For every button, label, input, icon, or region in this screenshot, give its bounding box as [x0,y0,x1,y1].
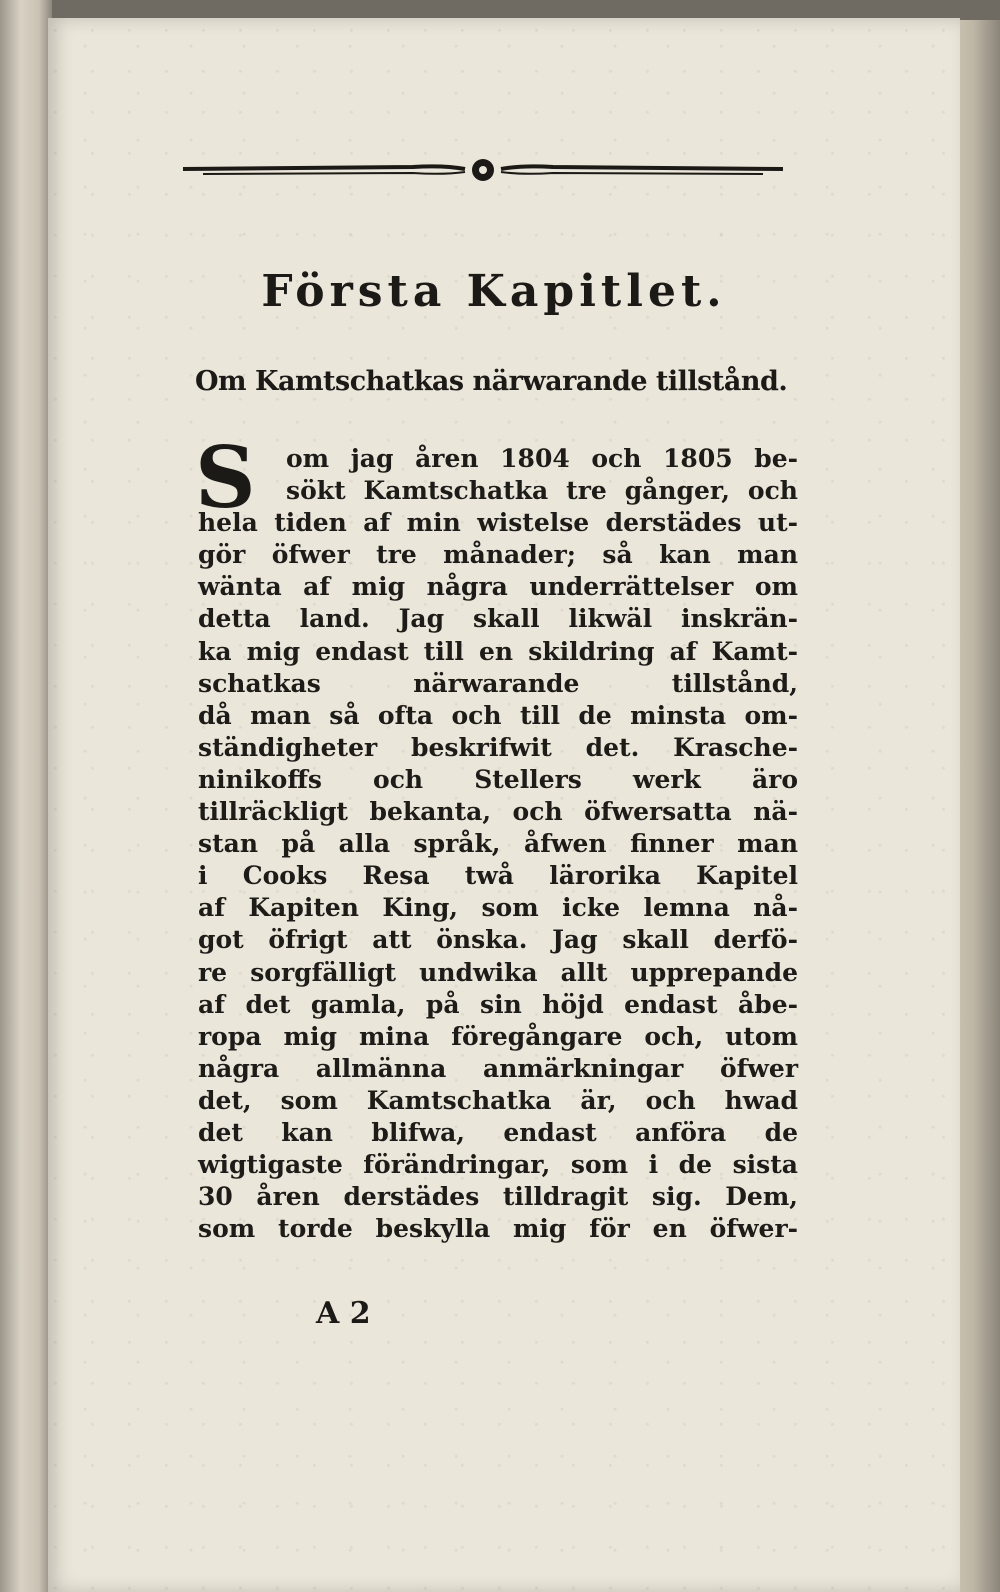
chapter-title: Första Kapitlet. [261,266,727,317]
text-line: hela tiden af min wistelse derstädes ut- [198,508,798,538]
text-line: detta land. Jag skall likwäl inskrän- [198,604,798,634]
text-line: om jag åren 1804 och 1805 be- [286,444,798,473]
text-line: då man så ofta och till de minsta om- [198,700,798,730]
text-line: wänta af mig några underrättelser om [198,572,798,602]
chapter-subtitle: Om Kamtschatkas närwarande tillstånd. [195,366,788,397]
text-line: sökt Kamtschatka tre gånger, och [286,476,798,506]
text-line: tillräckligt bekanta, och öfwersatta nä- [198,797,798,827]
text-line: wigtigaste förändringar, som i de sista [198,1150,798,1180]
text-line: af Kapiten King, som icke lemna nå- [198,893,798,923]
text-line: got öfrigt att önska. Jag skall derfö- [198,925,798,955]
ornament-rule [183,156,783,186]
book-spine-left [0,0,52,1592]
text-line: i Cooks Resa twå lärorika Kapitel [198,861,798,891]
text-line: schatkas närwarande tillstånd, [198,668,798,698]
text-line: re sorgfälligt undwika allt upprepande [198,957,798,987]
book-page [48,18,960,1592]
text-line: gör öfwer tre månader; så kan man [198,540,798,570]
text-line: det, som Kamtschatka är, och hwad [198,1085,798,1115]
text-line: som torde beskylla mig för en öfwer- [198,1214,798,1244]
text-line: af det gamla, på sin höjd endast åbe- [198,989,798,1019]
text-line: ropa mig mina föregångare och, utom [198,1021,798,1051]
text-line: stan på alla språk, åfwen finner man [198,829,798,859]
drop-cap: S [195,428,256,527]
text-line: 30 åren derstädes tilldragit sig. Dem, [198,1182,798,1212]
signature-mark: A 2 [316,1296,371,1331]
text-line: ka mig endast till en skildring af Kamt- [198,636,798,666]
text-line: ninikoffs och Stellers werk äro [198,764,798,794]
text-line: det kan blifwa, endast anföra de [198,1117,798,1147]
text-line: några allmänna anmärkningar öfwer [198,1053,798,1083]
body-text [198,443,798,1245]
text-line: ständigheter beskrifwit det. Krasche- [198,732,798,762]
